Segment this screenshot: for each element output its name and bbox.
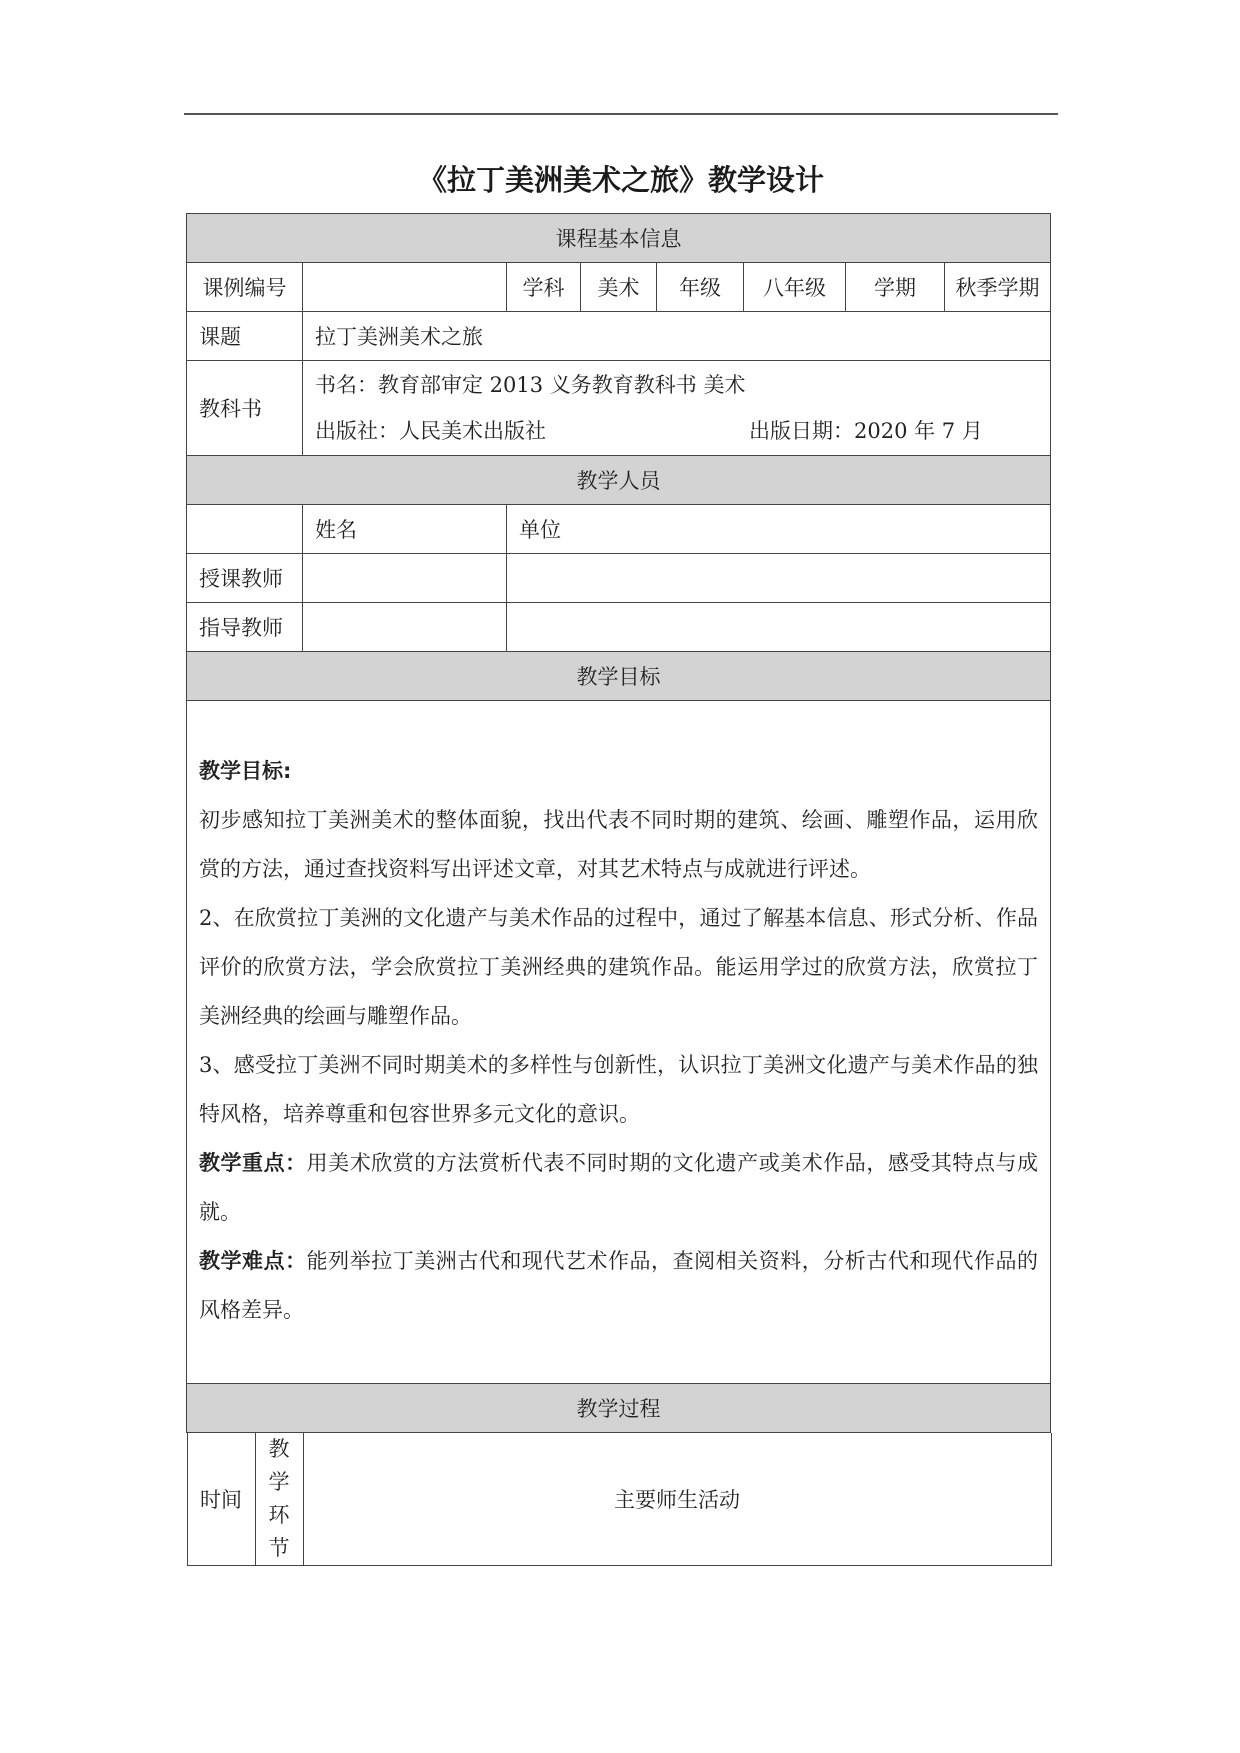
course-id-value[interactable] xyxy=(303,263,507,312)
goal-1: 初步感知拉丁美洲美术的整体面貌，找出代表不同时期的建筑、绘画、雕塑作品，运用欣赏的方法，通过查找资料写出评述文章，对其艺术特点与成就进行评述。 xyxy=(199,808,1038,881)
process-header-wrap xyxy=(187,1433,1051,1567)
section-header-staff: 教学人员 xyxy=(187,456,1051,505)
staff-unit-instructor[interactable] xyxy=(507,554,1051,603)
topic-label: 课题 xyxy=(187,312,303,361)
grade-label: 年级 xyxy=(657,263,744,312)
textbook-name: 书名：教育部审定 2013 义务教育教科书 美术 xyxy=(315,373,746,397)
goal-2: 2、在欣赏拉丁美洲的文化遗产与美术作品的过程中，通过了解基本信息、形式分析、作品评价的欣赏方法，学会欣赏拉丁美洲经典的建筑作品。能运用学过的欣赏方法，欣赏拉丁美洲经典的绘画与雕塑作品。 xyxy=(199,906,1038,1028)
key-point-text: 用美术欣赏的方法赏析代表不同时期的文化遗产或美术作品，感受其特点与成就。 xyxy=(199,1151,1039,1224)
subject-value[interactable]: 美术 xyxy=(581,263,657,312)
textbook-publish-date: 出版日期：2020 年 7 月 xyxy=(749,419,983,443)
staff-col-name: 姓名 xyxy=(303,505,507,554)
objectives-row xyxy=(187,701,1051,1384)
goal-label: 教学目标: xyxy=(199,759,292,783)
process-col-stage xyxy=(255,1433,303,1566)
subject-label: 学科 xyxy=(507,263,581,312)
section-header-basic-info: 课程基本信息 xyxy=(187,214,1051,263)
section-staff xyxy=(187,456,1051,505)
process-col-activities: 主要师生活动 xyxy=(303,1433,1051,1566)
textbook-label: 教科书 xyxy=(187,361,303,456)
staff-corner-cell xyxy=(187,505,303,554)
course-meta-row xyxy=(187,263,1051,312)
topic-row xyxy=(187,312,1051,361)
staff-name-instructor[interactable] xyxy=(303,554,507,603)
difficulty-label: 教学难点： xyxy=(199,1249,307,1273)
key-point-label: 教学重点： xyxy=(199,1151,307,1175)
process-header-text: 教学过程 xyxy=(576,1397,661,1421)
staff-unit-advisor[interactable] xyxy=(507,603,1051,652)
textbook-publisher: 出版社：人民美术出版社 xyxy=(315,419,546,443)
staff-name-advisor[interactable] xyxy=(303,603,507,652)
goal-3: 3、感受拉丁美洲不同时期美术的多样性与创新性，认识拉丁美洲文化遗产与美术作品的独特风格，培养尊重和包容世界多元文化的意识。 xyxy=(199,1053,1038,1126)
objectives-content xyxy=(187,701,1051,1384)
staff-header-row xyxy=(187,505,1051,554)
term-value[interactable]: 秋季学期 xyxy=(945,263,1051,312)
staff-role-advisor: 指导教师 xyxy=(187,603,303,652)
document-title: 《拉丁美洲美术之旅》教学设计 xyxy=(417,163,824,197)
staff-row-advisor xyxy=(187,603,1051,652)
staff-row-instructor xyxy=(187,554,1051,603)
header-rule xyxy=(184,113,1058,115)
lesson-plan-sheet xyxy=(186,213,1050,1566)
section-objectives xyxy=(187,652,1051,701)
goal-label-line xyxy=(199,747,1038,796)
process-col-stage-text: 教 学 环 节 xyxy=(268,1437,290,1560)
difficulty-point xyxy=(199,1237,1038,1335)
grade-value[interactable]: 八年级 xyxy=(744,263,846,312)
lesson-plan-table xyxy=(186,213,1051,1566)
topic-value[interactable]: 拉丁美洲美术之旅 xyxy=(303,312,1051,361)
course-id-label: 课例编号 xyxy=(187,263,303,312)
textbook-row xyxy=(187,361,1051,456)
staff-col-unit: 单位 xyxy=(507,505,1051,554)
textbook-publish-line xyxy=(315,408,1038,454)
section-process xyxy=(187,1384,1051,1433)
term-label: 学期 xyxy=(846,263,945,312)
difficulty-text: 能列举拉丁美洲古代和现代艺术作品，查阅相关资料，分析古代和现代作品的风格差异。 xyxy=(199,1249,1039,1322)
staff-role-instructor: 授课教师 xyxy=(187,554,303,603)
section-header-objectives: 教学目标 xyxy=(187,652,1051,701)
textbook-details[interactable] xyxy=(303,361,1051,456)
process-header-row xyxy=(187,1433,1051,1567)
process-col-time: 时间 xyxy=(187,1433,255,1566)
key-point xyxy=(199,1139,1038,1237)
section-basic-info xyxy=(187,214,1051,263)
process-header-table xyxy=(187,1433,1052,1566)
section-header-process xyxy=(187,1384,1051,1433)
